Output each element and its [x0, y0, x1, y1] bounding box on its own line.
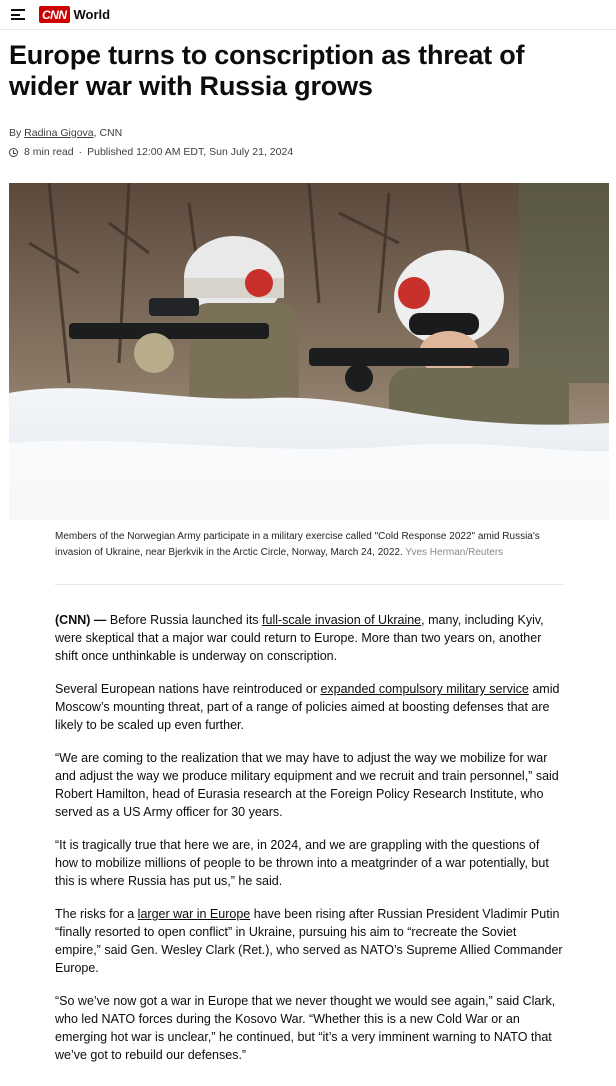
divider	[55, 584, 563, 585]
caption-text: Members of the Norwegian Army participate in a military exercise called "Cold Response 2022" amid Russia's invasion of Ukraine, near Bjerkvik in the Arctic Circle, Norway, March 24, 2022.	[55, 531, 540, 558]
lead-image[interactable]	[9, 183, 609, 520]
paragraph: (CNN) — Before Russia launched its full-scale invasion of Ukraine, many, including Kyiv, were skeptical that a major war could return to Europe. More than two years on, another shift once unthinkable is underway on conscription.	[55, 613, 544, 663]
menu-icon[interactable]	[11, 9, 25, 20]
clock-icon	[9, 148, 18, 157]
paragraph: Several European nations have reintroduced or expanded compulsory military service amid Moscow’s mounting threat, part of a range of policies aimed at boosting defenses that are likely to be scaled up even further.	[55, 682, 560, 732]
read-time: 8 min read	[24, 146, 74, 158]
paragraph: “We are coming to the realization that we may have to adjust the way we mobilize for war and adjust the way we produce military equipment and we recruit and train personnel,” said Robert Hamilton, head of Eurasia research at the Foreign Policy Research Institute, who served as a US Army officer for 30 years.	[55, 751, 559, 819]
link-larger-war-in-europe[interactable]: larger war in Europe	[137, 907, 251, 921]
dateline: (CNN) —	[55, 613, 107, 627]
headline: Europe turns to conscription as threat of wider war with Russia grows	[9, 40, 525, 101]
published-timestamp: Published 12:00 AM EDT, Sun July 21, 2024	[87, 146, 294, 158]
image-credit: Yves Herman/Reuters	[405, 547, 504, 558]
byline	[9, 127, 122, 139]
byline-suffix: , CNN	[93, 127, 123, 139]
paragraph: “It is tragically true that here we are, in 2024, and we are grappling with the questions of how to mobilize millions of people to be thrown into a meatgrinder of a war potentially, but this is where Russia has put us,” he said.	[55, 838, 549, 888]
image-caption	[55, 529, 565, 561]
cnn-logo[interactable]: CNN	[39, 6, 70, 23]
author-link[interactable]: Radina Gigova	[24, 127, 94, 139]
site-header	[0, 0, 616, 30]
link-invasion-of-ukraine[interactable]: full-scale invasion of Ukraine	[262, 613, 422, 627]
paragraph: “So we’ve now got a war in Europe that we never thought we would see again,” said Clark, who led NATO forces during the Kosovo War. “Whether this is a new Cold War or an emerging hot war is unclear,” he continued, but “it’s a very imminent warning to NATO that we’ve got to rebuild our defenses.”	[55, 994, 556, 1062]
separator: ·	[78, 146, 83, 158]
article-meta	[9, 146, 293, 158]
soldiers-in-snow-illustration	[9, 183, 609, 520]
paragraph: The risks for a larger war in Europe have been rising after Russian President Vladimir Putin “finally resorted to open conflict” in Ukraine, pursuing his aim to “recreate the Soviet empire,” said Gen. Wesley Clark (Ret.), who served as NATO’s Supreme Allied Commander Europe.	[55, 907, 563, 975]
section-title[interactable]: World	[73, 7, 111, 22]
byline-prefix: By	[9, 127, 25, 139]
link-compulsory-military-service[interactable]: expanded compulsory military service	[320, 682, 529, 696]
article-body	[55, 611, 565, 1079]
